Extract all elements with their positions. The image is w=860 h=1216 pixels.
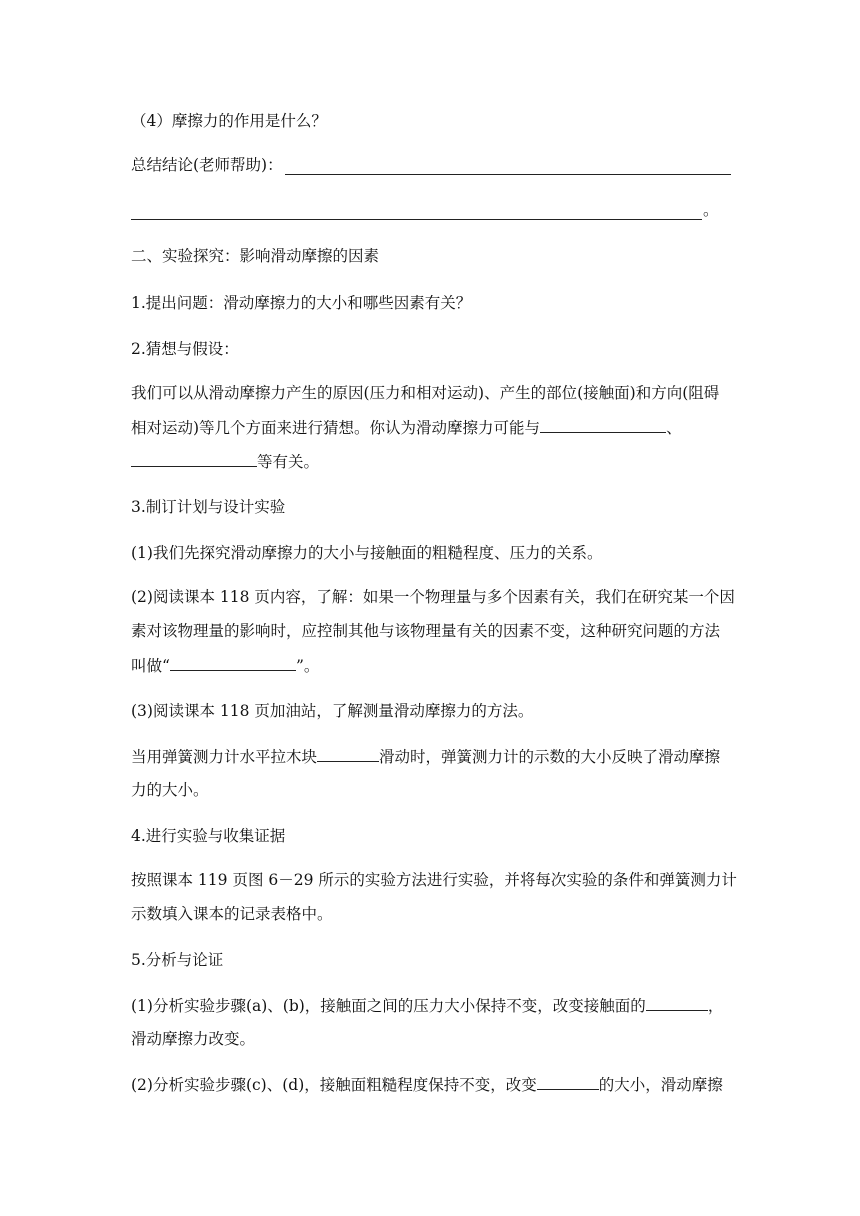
- fill-blank-factor-1: [540, 416, 666, 433]
- measure-line-1: [131, 745, 720, 767]
- measure-text-2: 滑动时，弹簧测力计的示数的大小反映了滑动摩擦: [379, 748, 721, 766]
- hypothesis-text-2: 相对运动)等几个方面来进行猜想。你认为滑动摩擦力可能与: [131, 419, 541, 437]
- analysis-2-text: (2)分析实验步骤(c)、(d)，接触面粗糙程度保持不变，改变: [131, 1076, 537, 1094]
- plan-item-1: (1)我们先探究滑动摩擦力的大小与接触面的粗糙程度、压力的关系。: [131, 544, 603, 562]
- measure-text-1: 当用弹簧测力计水平拉木块: [131, 748, 318, 766]
- step-4-heading: 4.进行实验与收集证据: [131, 827, 286, 845]
- experiment-line-2: 示数填入课本的记录表格中。: [131, 905, 333, 923]
- fill-blank-factor-2: [131, 450, 257, 467]
- fill-blank-motion: [317, 745, 379, 762]
- plan-item-2-prefix: 叫做“: [131, 657, 170, 675]
- step-2-heading: 2.猜想与假设：: [131, 340, 239, 358]
- section-2-heading: 二、实验探究：影响滑动摩擦的因素: [131, 247, 380, 265]
- plan-item-2-line-2: 素对该物理量的影响时，应控制其他与该物理量有关的因素不变，这种研究问题的方法: [131, 622, 721, 640]
- fill-blank-method: [170, 654, 296, 671]
- hypothesis-text-3: 等有关。: [257, 453, 320, 471]
- step-1-question: 1.提出问题：滑动摩擦力的大小和哪些因素有关？: [131, 294, 472, 312]
- summary-end-period: 。: [703, 201, 719, 219]
- analysis-2-suffix: 的大小，滑动摩擦: [598, 1076, 723, 1094]
- hypothesis-comma: 、: [666, 419, 682, 437]
- fill-blank-pressure: [537, 1073, 599, 1090]
- analysis-1-line-1: [131, 994, 723, 1016]
- analysis-1-text: (1)分析实验步骤(a)、(b)，接触面之间的压力大小保持不变，改变接触面的: [131, 997, 646, 1015]
- hypothesis-text-1: 我们可以从滑动摩擦力产生的原因(压力和相对运动)、产生的部位(接触面)和方向(阻碍: [131, 384, 720, 402]
- plan-item-3: (3)阅读课本 118 页加油站，了解测量滑动摩擦力的方法。: [131, 702, 534, 720]
- plan-item-2-line-3: [131, 654, 319, 676]
- hypothesis-line-3: [131, 450, 319, 472]
- hypothesis-line-2: [131, 416, 731, 438]
- plan-item-2-suffix: ”。: [295, 657, 320, 675]
- summary-answer-line-2: [131, 219, 702, 220]
- hypothesis-line-1: [131, 382, 731, 404]
- analysis-1-line-2: 滑动摩擦力改变。: [131, 1030, 256, 1048]
- step-5-heading: 5.分析与论证: [131, 951, 224, 969]
- fill-blank-roughness: [646, 994, 708, 1011]
- step-3-heading: 3.制订计划与设计实验: [131, 498, 286, 516]
- summary-answer-line-1: [285, 174, 731, 175]
- analysis-1-comma: ，: [707, 997, 724, 1015]
- plan-item-2-line-1: (2)阅读课本 118 页内容，了解：如果一个物理量与多个因素有关，我们在研究某一个因: [131, 588, 735, 606]
- experiment-line-1: 按照课本 119 页图 6－29 所示的实验方法进行实验，并将每次实验的条件和弹簧测力计: [131, 871, 737, 889]
- question-4: （4）摩擦力的作用是什么？: [131, 112, 327, 130]
- summary-label: 总结结论(老师帮助)：: [131, 156, 283, 174]
- measure-line-2: 力的大小。: [131, 781, 209, 799]
- analysis-2-line-1: [131, 1073, 723, 1095]
